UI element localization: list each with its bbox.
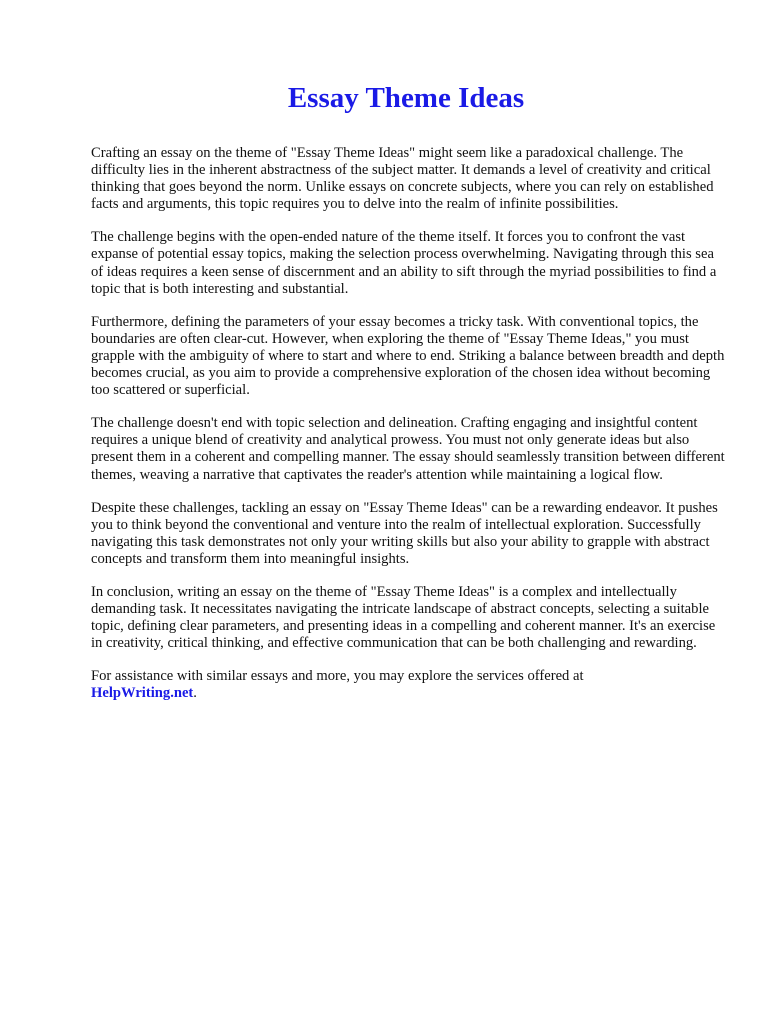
helpwriting-link[interactable]: HelpWriting.net	[91, 685, 194, 702]
closing-paragraph	[91, 668, 727, 702]
closing-text: For assistance with similar essays and more, you may explore the services offered at	[91, 668, 584, 685]
paragraph-4: The challenge doesn't end with topic selection and delineation. Crafting engaging and insightful content requires a unique blend of creativity and analytical prowess. You must not only generate ideas but also present them in a coherent and compelling manner. The essay should seamlessly transition between different themes, weaving a narrative that captivates the reader's attention while maintaining a logical flow.	[91, 415, 725, 483]
closing-period: .	[193, 685, 197, 702]
paragraph-6: In conclusion, writing an essay on the theme of "Essay Theme Ideas" is a complex and intellectually demanding task. It necessitates navigating the intricate landscape of abstract concepts, selecting a suitable topic, defining clear parameters, and presenting ideas in a compelling and coherent manner. It's an exercise in creativity, critical thinking, and effective communication that can be both challenging and rewarding.	[91, 583, 716, 652]
paragraph-2: The challenge begins with the open-ended nature of the theme itself. It forces you to confront the vast expanse of potential essay topics, making the selection process overwhelming. Navigating through this sea of ideas requires a keen sense of discernment and an ability to sift through the myriad possibilities to find a topic that is both interesting and substantial.	[91, 229, 717, 297]
document-title: Essay Theme Ideas	[287, 82, 525, 114]
paragraph-5: Despite these challenges, tackling an essay on "Essay Theme Ideas" can be a rewarding endeavor. It pushes you to think beyond the conventional and venture into the realm of intellectual exploration. Successfully navigating this task demonstrates not only your writing skills but also your ability to grapple with abstract concepts and transform them into meaningful insights.	[91, 499, 718, 567]
paragraph-1: Crafting an essay on the theme of "Essay Theme Ideas" might seem like a paradoxical challenge. The difficulty lies in the inherent abstractness of the subject matter. It demands a level of creativity and critical thinking that goes beyond the norm. Unlike essays on concrete subjects, where you can rely on established facts and arguments, this topic requires you to delve into the realm of infinite possibilities.	[91, 145, 714, 213]
paragraph-3: Furthermore, defining the parameters of your essay becomes a tricky task. With conventional topics, the boundaries are often clear-cut. However, when exploring the theme of "Essay Theme Ideas," you must grapple with the ambiguity of where to start and where to end. Striking a balance between breadth and depth becomes crucial, as you aim to provide a comprehensive exploration of the chosen idea without becoming too scattered or superficial.	[91, 313, 725, 399]
document-body	[91, 145, 727, 719]
